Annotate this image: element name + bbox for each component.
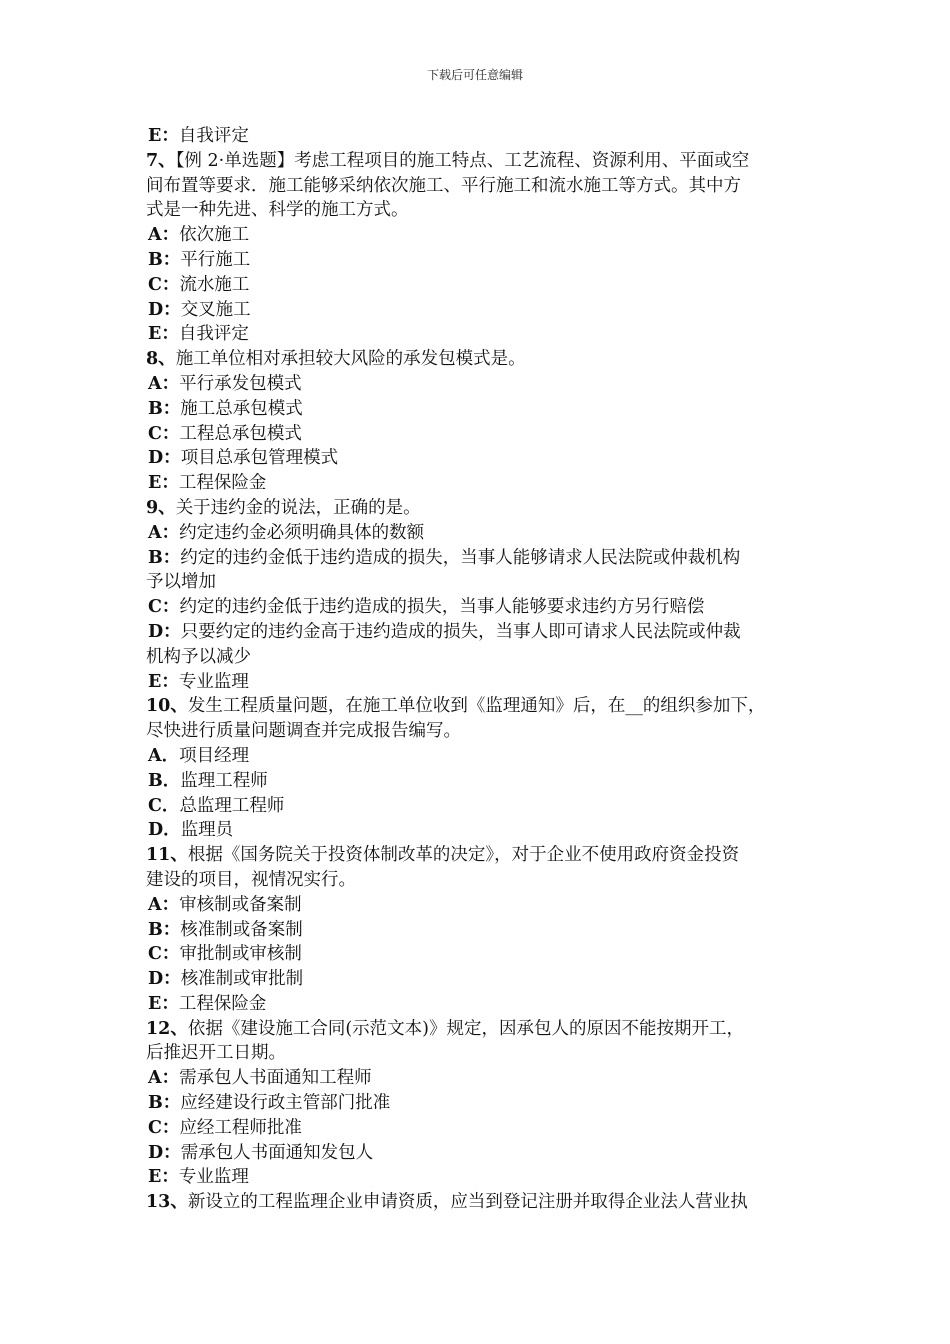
option-line xyxy=(146,1116,826,1141)
option-line xyxy=(146,372,826,397)
line-text: 机构予以减少 xyxy=(146,646,251,667)
question-line xyxy=(146,496,826,521)
option-label: D： xyxy=(148,969,181,990)
line-text: 约定的违约金低于违约造成的损失，当事人能够要求违约方另行赔偿 xyxy=(179,597,705,618)
line-text: 建设的项目，视情况实行。 xyxy=(146,869,356,890)
question-number: 7、 xyxy=(146,150,176,171)
option-line xyxy=(146,918,826,943)
option-line xyxy=(146,595,826,620)
option-line xyxy=(146,322,826,347)
line-text: 核准制或备案制 xyxy=(180,919,303,940)
option-line xyxy=(146,992,826,1017)
question-number: 10、 xyxy=(146,696,188,717)
option-label: A： xyxy=(148,373,180,394)
line-text: 项目总承包管理模式 xyxy=(180,448,339,469)
option-label: C： xyxy=(148,597,180,618)
option-line xyxy=(146,397,826,422)
option-line xyxy=(146,273,826,298)
question-line xyxy=(146,1041,826,1066)
line-text: 予以增加 xyxy=(146,572,216,593)
line-text: 式是一种先进、科学的施工方式。 xyxy=(146,200,409,221)
line-text: 流水施工 xyxy=(179,274,250,295)
question-number: 9、 xyxy=(146,497,176,518)
line-text: 工程总承包模式 xyxy=(179,423,302,444)
option-label: B． xyxy=(148,770,181,791)
question-line xyxy=(146,570,826,595)
option-label: B： xyxy=(148,919,181,940)
question-number: 8、 xyxy=(146,349,176,370)
line-text: 审批制或审核制 xyxy=(179,944,302,965)
line-text: 总监理工程师 xyxy=(179,795,285,816)
line-text: 约定的违约金低于违约造成的损失，当事人能够请求人民法院或仲裁机构 xyxy=(180,547,741,568)
option-line xyxy=(146,1091,826,1116)
line-text: 只要约定的违约金高于违约造成的损失，当事人即可请求人民法院或仲裁 xyxy=(180,621,741,642)
page-header: 下载后可任意编辑 xyxy=(426,68,523,82)
option-line xyxy=(146,794,826,819)
question-number: 11、 xyxy=(146,845,188,866)
line-text: 专业监理 xyxy=(178,1167,249,1188)
option-label: E： xyxy=(148,126,179,146)
line-text: 监理员 xyxy=(180,820,234,841)
line-text: 约定违约金必须明确具体的数额 xyxy=(179,522,425,543)
option-line xyxy=(146,1066,826,1091)
option-label: D： xyxy=(148,299,181,320)
line-text: 自我评定 xyxy=(178,324,249,345)
question-number: 13、 xyxy=(146,1192,188,1213)
option-label: A： xyxy=(148,894,180,915)
question-line xyxy=(146,149,826,174)
question-line xyxy=(146,843,826,868)
line-text: 应经建设行政主管部门批准 xyxy=(180,1093,391,1114)
option-line xyxy=(146,769,826,794)
option-label: E： xyxy=(148,671,179,692)
question-line xyxy=(146,719,826,744)
option-line xyxy=(146,967,826,992)
option-label: E： xyxy=(148,324,179,345)
option-line xyxy=(146,248,826,273)
option-label: B： xyxy=(148,398,181,419)
option-label: C： xyxy=(148,1117,180,1138)
line-text: 施工单位相对承担较大风险的承发包模式是。 xyxy=(175,349,526,370)
line-text: 新设立的工程监理企业申请资质，应当到登记注册并取得企业法人营业执 xyxy=(187,1192,748,1213)
line-text: 交叉施工 xyxy=(180,299,251,320)
option-label: D： xyxy=(148,1142,181,1163)
line-text: 项目经理 xyxy=(179,745,250,766)
option-line xyxy=(146,744,826,769)
option-label: D： xyxy=(148,621,181,642)
line-text: 需承包人书面通知工程师 xyxy=(179,1068,372,1089)
document-body xyxy=(146,124,826,1215)
line-text: 需承包人书面通知发包人 xyxy=(180,1142,374,1163)
option-line xyxy=(146,893,826,918)
question-line xyxy=(146,347,826,372)
line-text: 工程保险金 xyxy=(178,473,267,494)
option-line xyxy=(146,1165,826,1190)
option-label: E： xyxy=(148,473,179,494)
option-line xyxy=(146,521,826,546)
line-text: 工程保险金 xyxy=(178,993,267,1014)
option-label: B： xyxy=(148,547,181,568)
line-text: 审核制或备案制 xyxy=(179,894,302,915)
option-label: C． xyxy=(148,795,180,816)
option-label: B： xyxy=(148,249,181,270)
option-line xyxy=(146,670,826,695)
option-label: C： xyxy=(148,944,180,965)
line-text: 间布置等要求．施工能够采纳依次施工、平行施工和流水施工等方式。其中方 xyxy=(146,175,741,196)
option-line xyxy=(146,1141,826,1166)
question-line xyxy=(146,694,826,719)
question-line xyxy=(146,198,826,223)
question-line xyxy=(146,1190,826,1215)
option-label: D： xyxy=(148,448,181,469)
line-text: 发生工程质量问题，在施工单位收到《监理通知》后，在__的组织参加下， xyxy=(187,696,766,717)
option-line xyxy=(146,422,826,447)
option-label: E： xyxy=(148,1167,179,1188)
option-line xyxy=(146,223,826,248)
option-label: A． xyxy=(148,745,180,766)
option-line xyxy=(146,818,826,843)
line-text: 监理工程师 xyxy=(180,770,268,791)
line-text: 自我评定 xyxy=(178,126,249,146)
line-text: 核准制或审批制 xyxy=(180,969,304,990)
option-label: B： xyxy=(148,1093,181,1114)
option-line xyxy=(146,298,826,323)
line-text: 依据《建设施工合同(示范文本)》规定，因承包人的原因不能按期开工， xyxy=(187,1018,745,1039)
option-label: C： xyxy=(148,423,180,444)
line-text: 尽快进行质量问题调查并完成报告编写。 xyxy=(146,721,461,742)
line-text: 专业监理 xyxy=(178,671,249,692)
option-label: A： xyxy=(148,1068,180,1089)
question-line xyxy=(146,645,826,670)
option-label: A： xyxy=(148,522,180,543)
line-text: 【例 2·单选题】考虑工程项目的施工特点、工艺流程、资源利用、平面或空 xyxy=(175,150,750,171)
question-line xyxy=(146,1017,826,1042)
line-text: 依次施工 xyxy=(179,225,250,246)
line-text: 根据《国务院关于投资体制改革的决定》，对于企业不使用政府资金投资 xyxy=(187,845,740,866)
line-text: 关于违约金的说法，正确的是。 xyxy=(175,497,421,518)
line-text: 施工总承包模式 xyxy=(180,398,303,419)
question-line xyxy=(146,174,826,199)
option-line xyxy=(146,546,826,571)
option-label: D． xyxy=(148,820,181,841)
option-line xyxy=(146,471,826,496)
option-label: A： xyxy=(148,225,180,246)
option-line xyxy=(146,124,826,149)
question-line xyxy=(146,868,826,893)
option-line xyxy=(146,942,826,967)
option-label: E： xyxy=(148,993,179,1014)
line-text: 平行施工 xyxy=(180,249,251,270)
option-line xyxy=(146,446,826,471)
line-text: 平行承发包模式 xyxy=(179,373,302,394)
question-number: 12、 xyxy=(146,1018,188,1039)
line-text: 后推迟开工日期。 xyxy=(146,1043,286,1064)
option-label: C： xyxy=(148,274,180,295)
option-line xyxy=(146,620,826,645)
line-text: 应经工程师批准 xyxy=(179,1117,302,1138)
